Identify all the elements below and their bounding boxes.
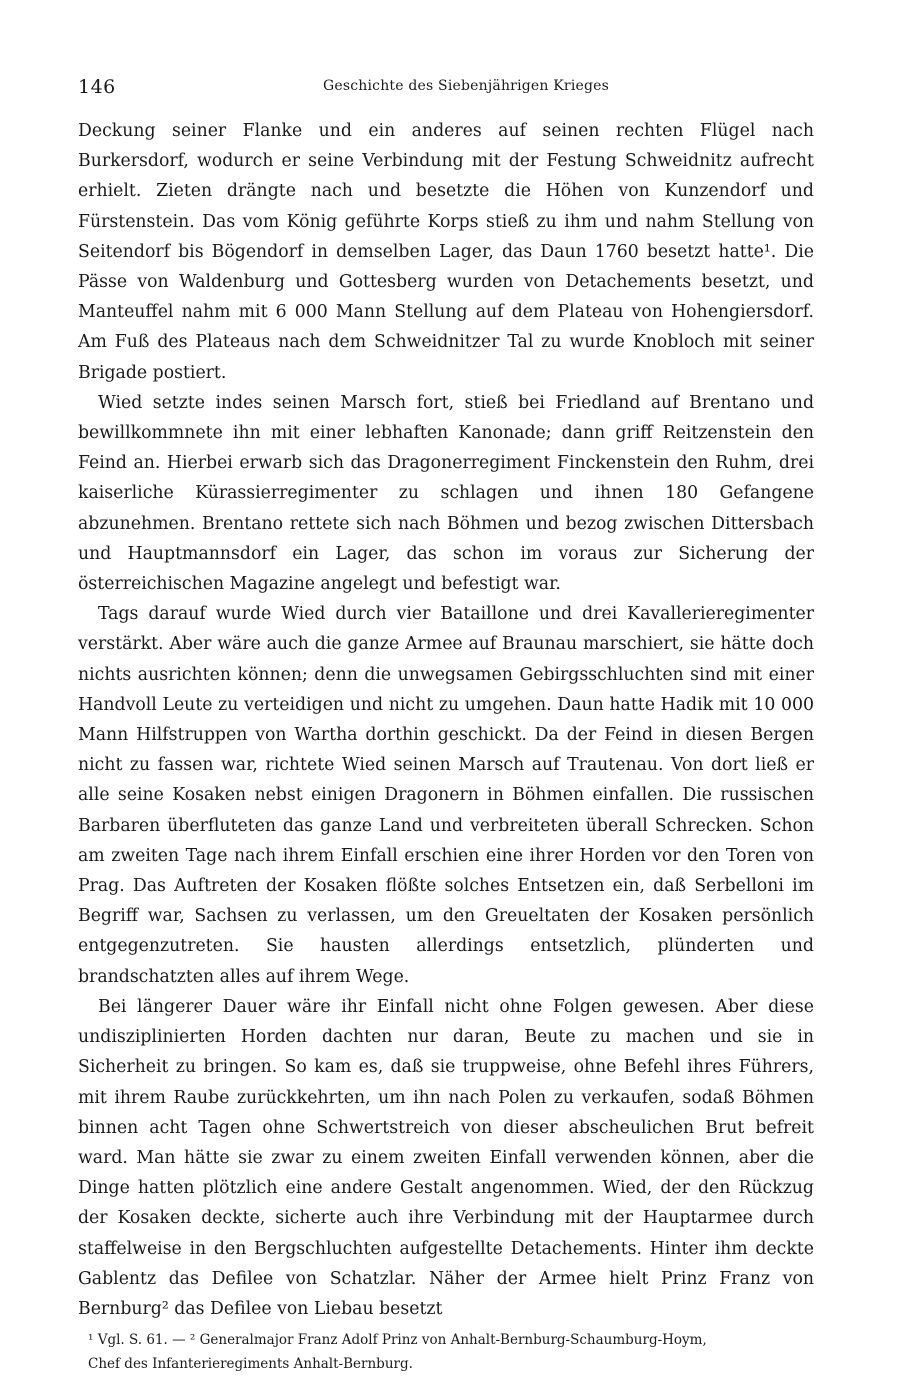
book-page — [78, 72, 814, 1376]
footnote-line: Chef des Infanterieregiments Anhalt-Bernburg. — [88, 1356, 413, 1373]
paragraph: Tags darauf wurde Wied durch vier Bataillone und drei Kavallerieregimenter verstärkt. Aber wäre auch die ganze Armee auf Braunau marschiert, sie hätte doch nichts ausrichten können; denn die unwegsamen Gebirgsschluchten sind mit einer Handvoll Leute zu verteidigen und nicht zu umgehen. Daun hatte Hadik mit 10 000 Mann Hilfstruppen von Wartha dorthin geschickt. Da der Feind in diesen Bergen nicht zu fassen war, richtete Wied seinen Marsch auf Trautenau. Von dort ließ er alle seine Kosaken nebst einigen Dragonern in Böhmen einfallen. Die russischen Barbaren überfluteten das ganze Land und verbreiteten überall Schrecken. Schon am zweiten Tage nach ihrem Einfall erschien eine ihrer Horden vor den Toren von Prag. Das Auftreten der Kosaken flößte solches Entsetzen ein, daß Serbelloni im Begriff war, Sachsen zu verlassen, um den Greueltaten der Kosaken persönlich entgegenzutreten. Sie hausten allerdings entsetzlich, plünderten und brandschatzten alles auf ihrem Wege. — [78, 604, 814, 987]
paragraph: Deckung seiner Flanke und ein anderes auf seinen rechten Flügel nach Burkersdorf, wodurch er seine Verbindung mit der Festung Schweidnitz aufrecht erhielt. Zieten drängte nach und besetzte die Höhen von Kunzendorf und Fürstenstein. Das vom König geführte Korps stieß zu ihm und nahm Stellung von Seitendorf bis Bögendorf in demselben Lager, das Daun 1760 besetzt hatte¹. Die Pässe von Waldenburg und Gottesberg wurden von Detachements besetzt, und Manteuffel nahm mit 6 000 Mann Stellung auf dem Plateau von Hohengiersdorf. Am Fuß des Plateaus nach dem Schweidnitzer Tal zu wurde Knobloch mit seiner Brigade postiert. — [78, 121, 814, 383]
footnotes — [78, 1328, 814, 1376]
body-text — [78, 116, 814, 1324]
paragraph: Wied setzte indes seinen Marsch fort, stieß bei Friedland auf Brentano und bewillkommnete ihn mit einer lebhaften Kanonade; dann griff Reitzenstein den Feind an. Hierbei erwarb sich das Dragonerregiment Finckenstein den Ruhm, drei kaiserliche Kürassierregimenter zu schlagen und ihnen 180 Gefangene abzunehmen. Brentano rettete sich nach Böhmen und bezog zwischen Dittersbach und Hauptmannsdorf ein Lager, das schon im voraus zur Sicherung der österreichischen Magazine angelegt und befestigt war. — [78, 392, 814, 595]
running-title: Geschichte des Siebenjährigen Krieges — [322, 78, 610, 94]
page-number: 146 — [78, 76, 116, 98]
paragraph: Bei längerer Dauer wäre ihr Einfall nicht ohne Folgen gewesen. Aber diese undisziplinierten Horden dachten nur daran, Beute zu machen und sie in Sicherheit zu bringen. So kam es, daß sie truppweise, ohne Befehl ihres Führers, mit ihrem Raube zurückkehrten, um ihn nach Polen zu verkaufen, sodaß Böhmen binnen acht Tagen ohne Schwertstreich von dieser abscheulichen Brut befreit ward. Man hätte sie zwar zu einem zweiten Einfall verwenden können, aber die Dinge hatten plötzlich eine andere Gestalt angenommen. Wied, der den Rückzug der Kosaken deckte, sicherte auch ihre Verbindung mit der Hauptarmee durch staffelweise in den Bergschluchten aufgestellte Detachements. Hinter ihm deckte Gablentz das Defilee von Schatzlar. Näher der Armee hielt Prinz Franz von Bernburg² das Defilee von Liebau besetzt — [78, 996, 814, 1319]
page-header — [78, 72, 814, 112]
footnote-line: ¹ Vgl. S. 61. — ² Generalmajor Franz Adolf Prinz von Anhalt-Bernburg-Schaumburg-Hoym, — [88, 1332, 707, 1349]
